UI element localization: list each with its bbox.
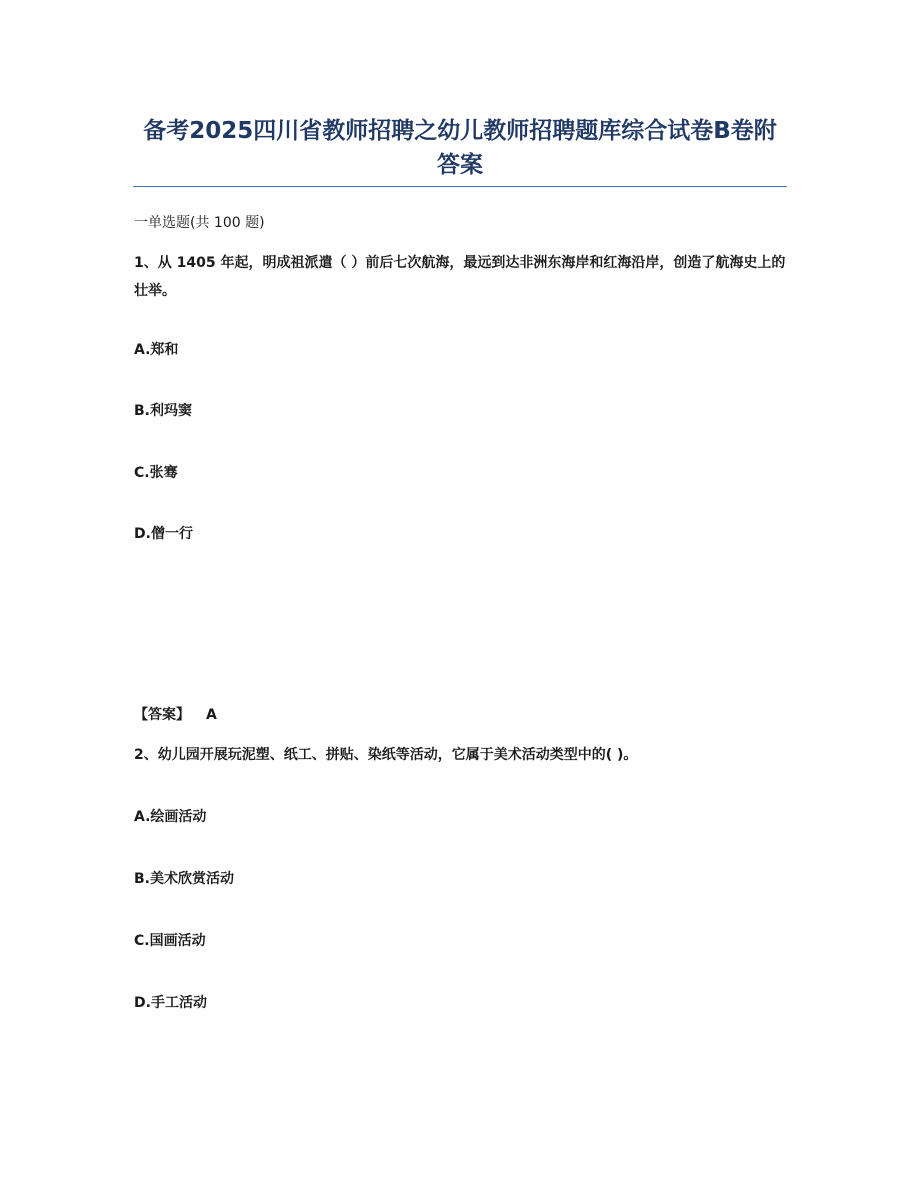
question-2-option-a: A.绘画活动 [134,809,207,825]
question-2-stem: 2、幼儿园开展玩泥塑、纸工、拼贴、染纸等活动，它属于美术活动类型中的( )。 [134,747,638,763]
question-2-option-c: C.国画活动 [134,933,206,949]
title-divider [133,186,787,187]
question-1-option-d: D.僧一行 [134,526,193,542]
question-1-option-b: B.利玛窦 [134,403,192,419]
question-1-stem: 1、从 1405 年起，明成祖派遣（ ）前后七次航海，最远到达非洲东海岸和红海沿岸，创造了航海史上的壮举。 [134,255,786,299]
section-heading: 一单选题(共 100 题) [134,215,265,231]
question-2-option-d: D.手工活动 [134,995,207,1011]
document-title: 备考2025四川省教师招聘之幼儿教师招聘题库综合试卷B卷附答案 [143,118,777,178]
question-1-answer [134,701,217,729]
question-1-option-a: A.郑和 [134,342,179,358]
question-2-option-b: B.美术欣赏活动 [134,871,234,887]
answer-label: 【答案】 [134,707,190,723]
question-1-option-c: C.张骞 [134,465,178,481]
answer-value: A [206,707,217,723]
